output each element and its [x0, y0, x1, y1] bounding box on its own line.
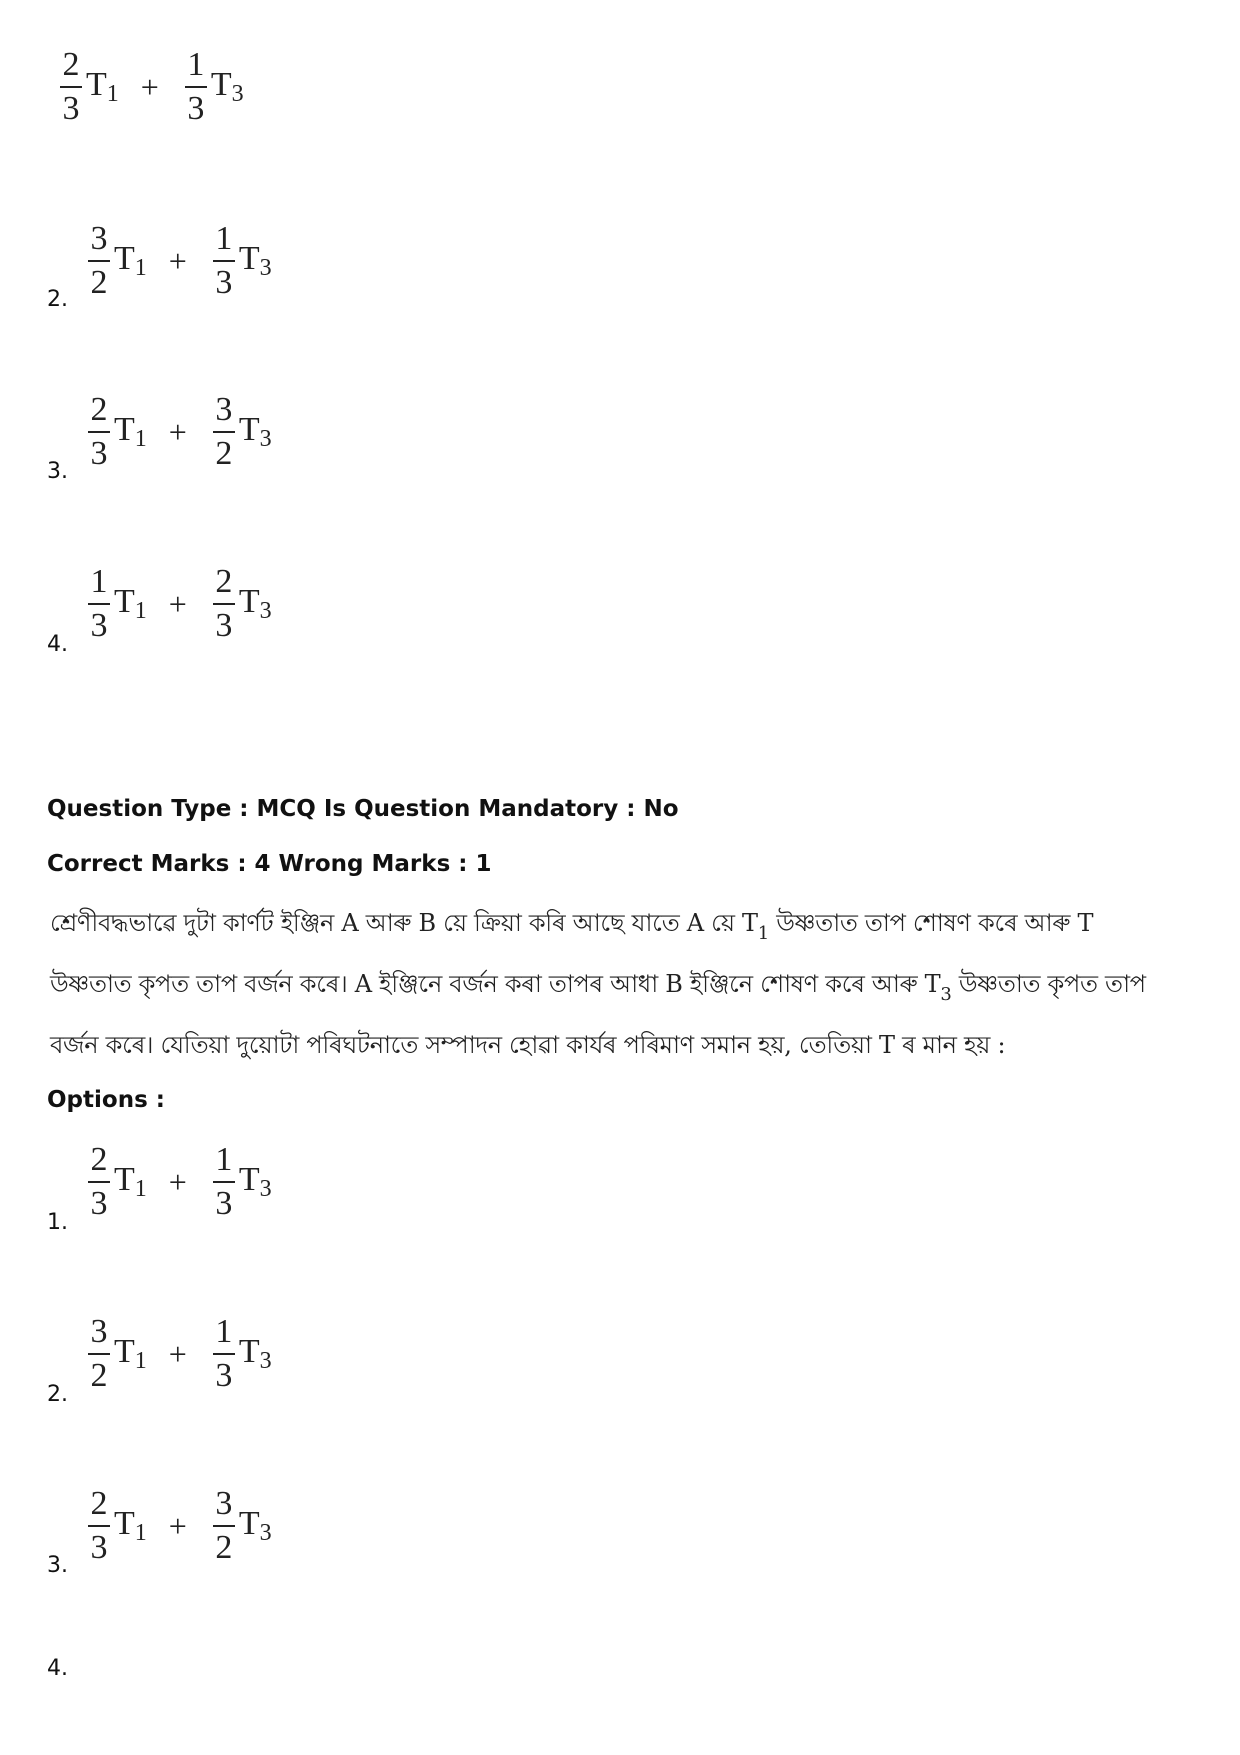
- fraction: $\frac{2}{3}$: [213, 565, 235, 643]
- fraction: $\frac{2}{3}$: [88, 1487, 110, 1565]
- question-text-line-1: শ্ৰেণীবদ্ধভাৱে দুটা কাৰ্ণট ইঞ্জিন A আৰু B য়ে ক্ৰিয়া কৰি আছে যাতে A য়ে $T_1$ উষ্ণতাত তাপ শোষণ কৰে আৰু T: [50, 909, 1094, 944]
- fraction: $\frac{1}{3}$: [213, 1143, 235, 1221]
- fraction: $\frac{2}{3}$: [88, 393, 110, 471]
- fraction: $\frac{1}{3}$: [88, 565, 110, 643]
- question-text-line-2: উষ্ণতাত কৃপত তাপ বৰ্জন কৰে। A ইঞ্জিনে বৰ্জন কৰা তাপৰ আধা B ইঞ্জিনে শোষণ কৰে আৰু $T_3$ উষ্ণতাত কৃপত তাপ: [50, 970, 1146, 1005]
- option-1-expression: $\frac{2}{3}$ $T_1$ + $\frac{1}{3}$ $T_3$: [88, 1143, 272, 1221]
- fraction: $\frac{1}{3}$: [213, 1315, 235, 1393]
- fraction: $\frac{3}{2}$: [213, 393, 235, 471]
- top-option-2-expression: $\frac{3}{2}$ $T_1$ + $\frac{1}{3}$ $T_3$: [88, 222, 272, 300]
- fraction: $\frac{2}{3}$: [88, 1143, 110, 1221]
- fraction: $\frac{3}{2}$: [88, 1315, 110, 1393]
- fraction: $\frac{2}{3}$: [60, 48, 82, 126]
- top-option-1-expression: $\frac{2}{3}$ $T_1$ + $\frac{1}{3}$ $T_3$: [60, 48, 244, 126]
- fraction: $\frac{3}{2}$: [213, 1487, 235, 1565]
- fraction: $\frac{1}{3}$: [213, 222, 235, 300]
- top-option-2-number: 2.: [47, 287, 68, 312]
- question-text-line-3: বৰ্জন কৰে। যেতিয়া দুয়োটা পৰিঘটনাতে সম্পাদন হোৱা কাৰ্যৰ পৰিমাণ সমান হয়, তেতিয়া T ৰ মান হয় :: [50, 1031, 1006, 1059]
- top-option-4-expression: $\frac{1}{3}$ $T_1$ + $\frac{2}{3}$ $T_3$: [88, 565, 272, 643]
- options-label: Options :: [47, 1087, 165, 1113]
- marks-line: Correct Marks : 4 Wrong Marks : 1: [47, 851, 492, 877]
- question-type-line: Question Type : MCQ Is Question Mandatory : No: [47, 796, 679, 822]
- option-2-number: 2.: [47, 1382, 68, 1407]
- option-4-number: 4.: [47, 1656, 68, 1681]
- fraction: $\frac{1}{3}$: [185, 48, 207, 126]
- top-option-3-expression: $\frac{2}{3}$ $T_1$ + $\frac{3}{2}$ $T_3$: [88, 393, 272, 471]
- question-text: [50, 898, 1146, 1070]
- fraction: $\frac{3}{2}$: [88, 222, 110, 300]
- option-2-expression: $\frac{3}{2}$ $T_1$ + $\frac{1}{3}$ $T_3$: [88, 1315, 272, 1393]
- option-3-number: 3.: [47, 1553, 68, 1578]
- top-option-3-number: 3.: [47, 459, 68, 484]
- top-option-4-number: 4.: [47, 632, 68, 657]
- option-1-number: 1.: [47, 1210, 68, 1235]
- option-3-expression: $\frac{2}{3}$ $T_1$ + $\frac{3}{2}$ $T_3$: [88, 1487, 272, 1565]
